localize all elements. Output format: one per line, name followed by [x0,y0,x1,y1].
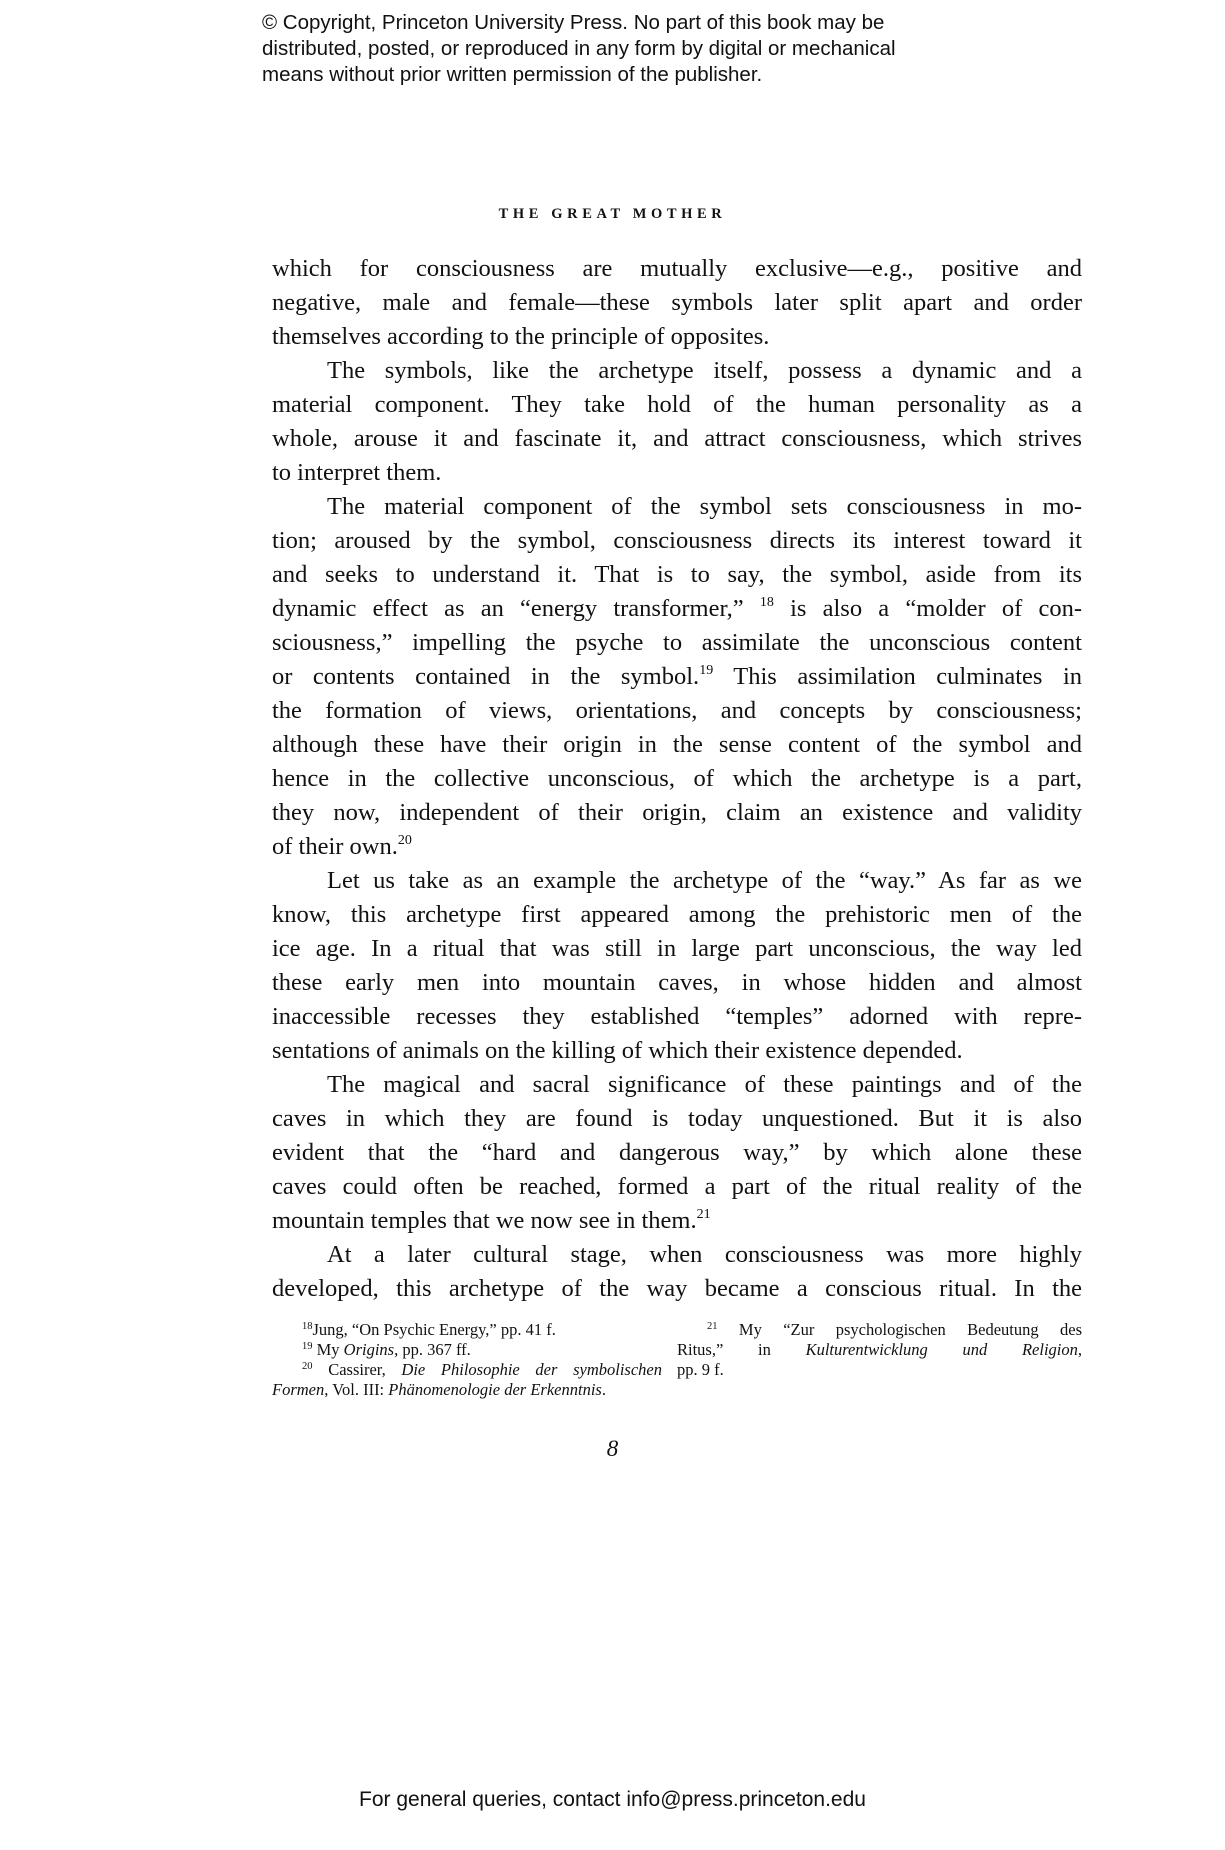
footnote-title: Kulturentwicklung und Religion [805,1340,1078,1359]
text-line: ice age. In a ritual that was still in large part unconscious, the way led [272,935,1082,962]
text-segment: is also a “molder of con- [790,595,1083,622]
footnote-ref: 20 [397,833,412,848]
text-line: know, this archetype first appeared among the prehistoric men of the [272,901,1082,928]
text-line: sciousness,” impelling the psyche to assimilate the unconscious content [272,629,1082,656]
footnote-number: 19 [302,1341,313,1352]
copyright-line: distributed, posted, or reproduced in any form by digital or mechanical [262,37,896,60]
footnote-text: Ritus,” in [677,1340,806,1359]
text-line [272,1204,1082,1238]
footnote-21 [677,1320,1082,1340]
footnote-number: 20 [302,1361,313,1372]
footnote-21-continued [677,1340,1082,1360]
footer-contact: For general queries, contact info@press.princeton.edu [359,1788,866,1811]
text-line: At a later cultural stage, when consciousness was more highly [327,1241,1082,1268]
footnote-title: Die Philosophie der symbolischen [401,1360,662,1379]
text-line [272,830,1082,864]
footnote-ref: 18 [759,595,774,610]
footnote-text: , [1077,1340,1082,1359]
footnote-title: Formen [272,1380,325,1399]
text-line: to interpret them. [272,459,442,486]
text-line: material component. They take hold of the human personality as a [272,391,1082,418]
text-line: the formation of views, orientations, and concepts by consciousness; [272,697,1082,724]
footnote-19 [272,1340,662,1360]
footnote-text: , pp. 367 ff. [394,1340,471,1359]
footnote-21-pages: pp. 9 f. [677,1360,724,1379]
footnote-number: 18 [302,1321,313,1332]
footnote-ref: 21 [696,1207,711,1222]
footnote-title: Origins [343,1340,395,1359]
footnote-text: Cassirer, [328,1360,402,1379]
text-line: The symbols, like the archetype itself, possess a dynamic and a [327,357,1082,384]
footnote-text: My [316,1340,344,1359]
text-line: they now, independent of their origin, claim an existence and validity [272,799,1082,826]
text-line: The material component of the symbol sets consciousness in mo- [327,493,1082,520]
text-line [272,592,1082,626]
text-line: caves in which they are found is today unquestioned. But it is also [272,1105,1082,1132]
page-number: 8 [606,1436,619,1461]
text-line: these early men into mountain caves, in whose hidden and almost [272,969,1082,996]
text-line: inaccessible recesses they established “temples” adorned with repre- [272,1003,1082,1030]
text-line: themselves according to the principle of opposites. [272,323,770,350]
text-line: negative, male and female—these symbols later split apart and order [272,289,1082,316]
footnote-20-continued [272,1380,662,1400]
text-line: tion; aroused by the symbol, consciousness directs its interest toward it [272,527,1082,554]
copyright-notice [262,10,982,88]
text-line: developed, this archetype of the way became a conscious ritual. In the [272,1275,1082,1302]
text-line: although these have their origin in the sense content of the symbol and [272,731,1082,758]
footnote-text: My “Zur psychologischen Bedeutung des [738,1320,1083,1339]
footnote-20 [272,1360,662,1380]
text-segment: or contents contained in the symbol. [272,663,700,690]
text-line: sentations of animals on the killing of which their existence depended. [272,1037,963,1064]
text-line: evident that the “hard and dangerous way,” by which alone these [272,1139,1082,1166]
text-line: whole, arouse it and fascinate it, and attract consciousness, which strives [272,425,1082,452]
footnote-title: Phänomenologie der Erkenntnis [388,1380,602,1399]
text-segment: mountain temples that we now see in them. [272,1207,697,1234]
body-text [272,252,1082,1306]
footnote-number: 21 [707,1321,718,1332]
footnotes-left-column [272,1320,662,1400]
text-segment: This assimilation culminates in [713,663,1082,690]
text-segment: of their own. [272,833,398,860]
footnote-text: . [601,1380,606,1399]
running-head: THE GREAT MOTHER [498,206,727,222]
footnote-ref: 19 [699,663,714,678]
footnote-text: Jung, “On Psychic Energy,” pp. 41 f. [312,1320,556,1339]
text-line [272,660,1082,694]
footnote-text: , Vol. III: [324,1380,389,1399]
copyright-line: © Copyright, Princeton University Press. No part of this book may be [262,11,885,34]
text-line: which for consciousness are mutually exclusive—e.g., positive and [272,255,1082,282]
copyright-line: means without prior written permission of the publisher. [262,63,763,86]
footnote-18 [272,1320,662,1340]
text-line: and seeks to understand it. That is to say, the symbol, aside from its [272,561,1082,588]
text-line: The magical and sacral significance of these paintings and of the [327,1071,1082,1098]
footnotes-right-column [677,1320,1082,1380]
text-line: caves could often be reached, formed a part of the ritual reality of the [272,1173,1082,1200]
text-line: hence in the collective unconscious, of which the archetype is a part, [272,765,1082,792]
text-segment: dynamic effect as an “energy transformer,” [272,595,744,622]
text-line: Let us take as an example the archetype of the “way.” As far as we [327,867,1082,894]
